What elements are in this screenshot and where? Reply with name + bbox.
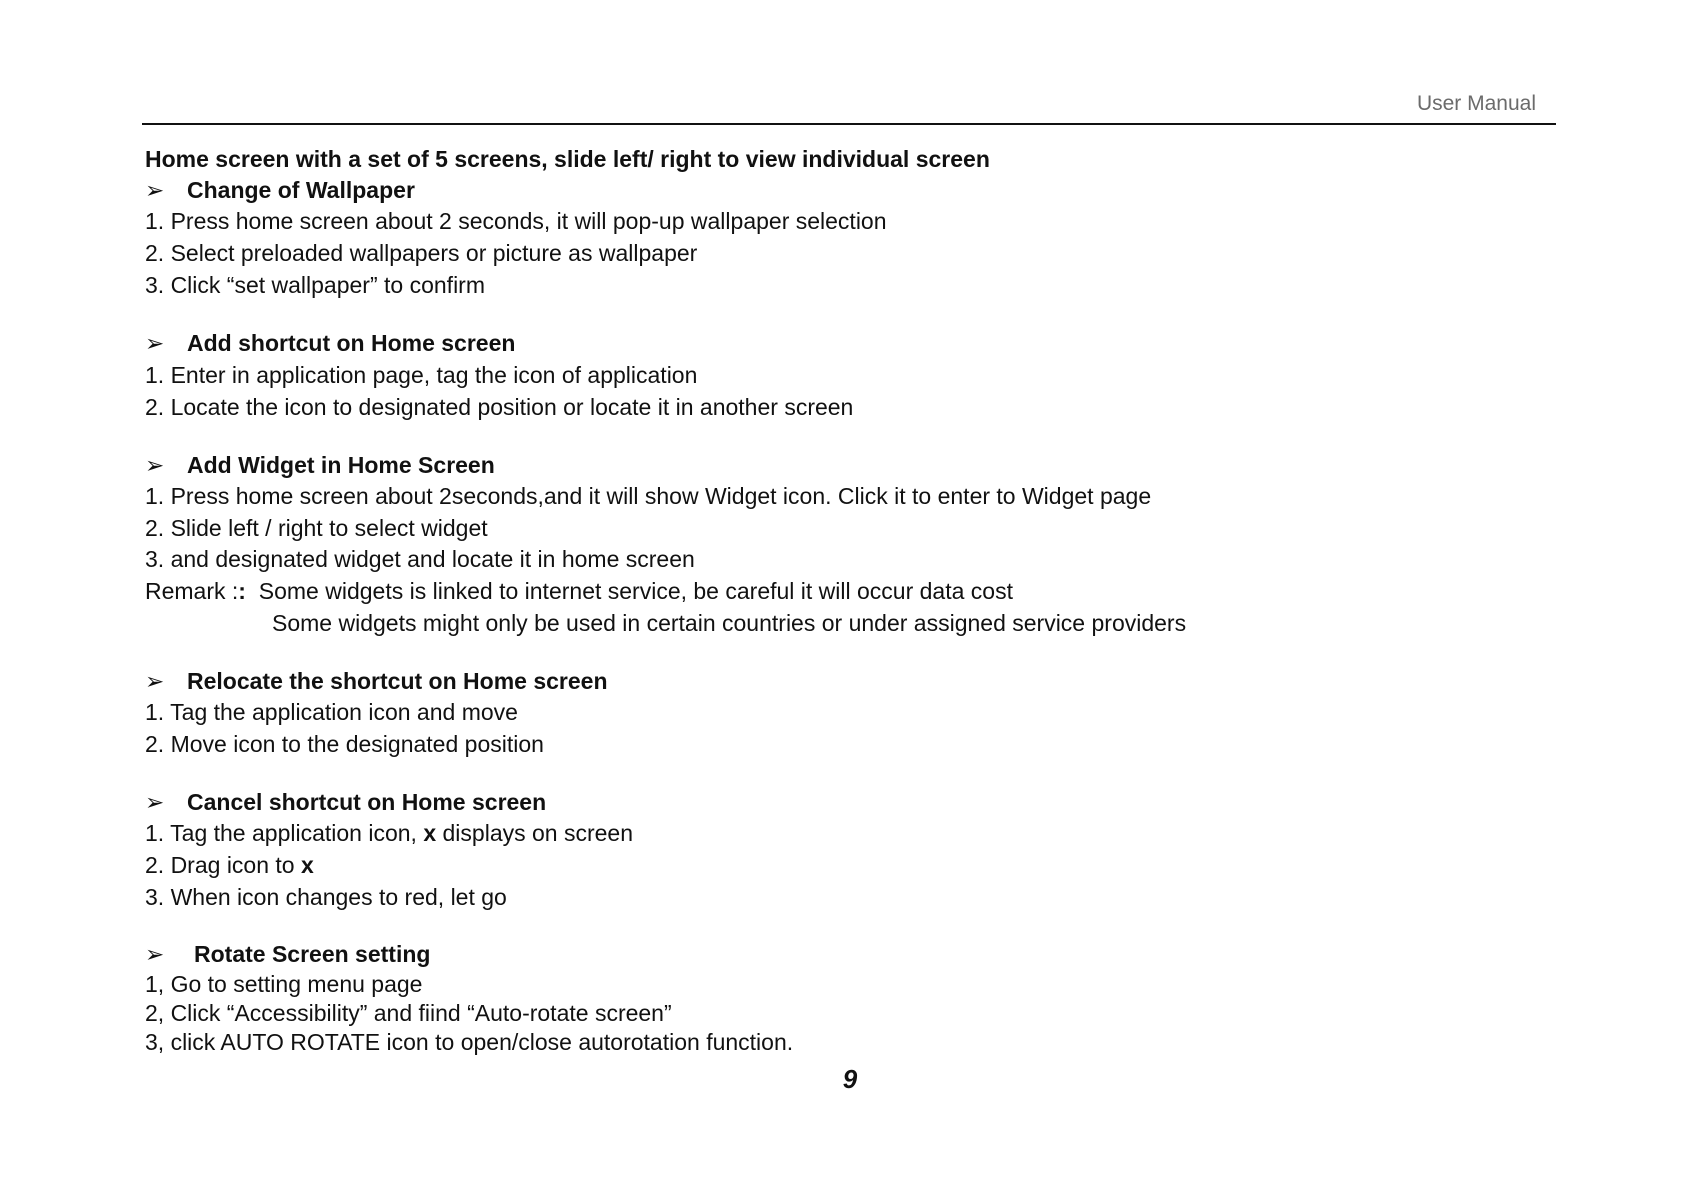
list-item: 3. When icon changes to red, let go — [145, 884, 507, 910]
section-title-add-widget — [145, 451, 495, 479]
section-title-text: Add Widget in Home Screen — [187, 452, 495, 478]
list-item: 3. Click “set wallpaper” to confirm — [145, 272, 485, 298]
list-item: 1. Press home screen about 2 seconds, it will pop-up wallpaper selection — [145, 208, 887, 234]
list-item: 1. Enter in application page, tag the icon of application — [145, 362, 698, 388]
list-item: 2. Locate the icon to designated position or locate it in another screen — [145, 394, 854, 420]
header-rule — [142, 123, 1556, 125]
section-title-add-shortcut — [145, 329, 515, 357]
list-item-text: displays on screen — [436, 820, 634, 846]
bullet-arrow-icon: ➢ — [145, 177, 165, 203]
list-item: 3. and designated widget and locate it in home screen — [145, 546, 695, 572]
list-item: 3, click AUTO ROTATE icon to open/close autorotation function. — [145, 1029, 794, 1055]
bullet-arrow-icon: ➢ — [145, 941, 165, 967]
remark-text: Some widgets is linked to internet service, be careful it will occur data cost — [258, 578, 1013, 604]
list-item: 1, Go to setting menu page — [145, 971, 423, 997]
list-item: 1. Press home screen about 2seconds,and it will show Widget icon. Click it to enter to Widget page — [145, 483, 1152, 509]
list-item: 2. Move icon to the designated position — [145, 731, 544, 757]
section-title-text: Change of Wallpaper — [187, 177, 415, 203]
remark-colon: : — [238, 578, 246, 604]
section-title-text: Relocate the shortcut on Home screen — [187, 668, 608, 694]
list-item: 1. Tag the application icon and move — [145, 699, 518, 725]
bullet-arrow-icon: ➢ — [145, 789, 165, 815]
list-item-text: 2. Drag icon to — [145, 852, 301, 878]
list-item: 2, Click “Accessibility” and fiind “Auto-rotate screen” — [145, 1000, 672, 1026]
section-title-relocate — [145, 667, 608, 695]
section-title-wallpaper — [145, 176, 415, 204]
page-number: 9 — [842, 1064, 858, 1094]
section-title-rotate-screen — [145, 940, 430, 968]
close-x-mark: x — [423, 820, 437, 846]
intro-heading: Home screen with a set of 5 screens, slide left/ right to view individual screen — [145, 146, 990, 172]
list-item — [145, 851, 314, 879]
list-item: 2. Slide left / right to select widget — [145, 515, 488, 541]
list-item: 2. Select preloaded wallpapers or picture as wallpaper — [145, 240, 698, 266]
section-title-cancel-shortcut — [145, 788, 546, 816]
close-x-mark: x — [300, 852, 314, 878]
section-title-text: Cancel shortcut on Home screen — [187, 789, 547, 815]
remark-label: Remark : — [145, 578, 239, 604]
bullet-arrow-icon: ➢ — [145, 452, 165, 478]
section-title-text: Add shortcut on Home screen — [187, 330, 516, 356]
list-item — [145, 819, 633, 847]
header-label: User Manual — [1416, 92, 1536, 115]
list-item-text: 1. Tag the application icon, — [145, 820, 424, 846]
section-title-text: Rotate Screen setting — [194, 941, 431, 967]
remark-line — [145, 577, 1013, 605]
bullet-arrow-icon: ➢ — [145, 330, 165, 356]
bullet-arrow-icon: ➢ — [145, 668, 165, 694]
remark-continuation: Some widgets might only be used in certain countries or under assigned service providers — [272, 610, 1187, 636]
